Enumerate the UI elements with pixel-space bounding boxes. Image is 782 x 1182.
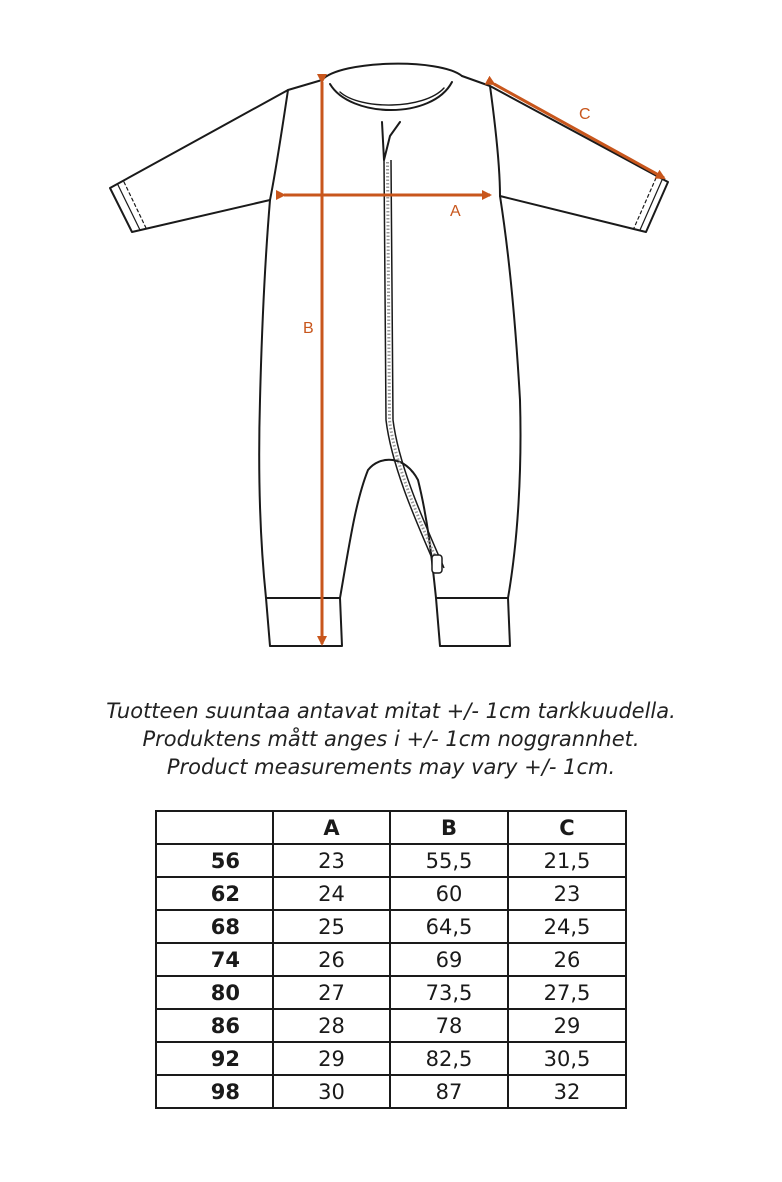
table-row	[156, 877, 626, 910]
size-cell: 86	[156, 1009, 273, 1042]
value-a-cell: 30	[273, 1075, 390, 1108]
measurement-b-label: B	[303, 320, 314, 337]
value-c-cell: 24,5	[508, 910, 626, 943]
value-b-cell: 69	[390, 943, 508, 976]
zipper-icon	[384, 160, 444, 573]
size-cell: 74	[156, 943, 273, 976]
value-b-cell: 78	[390, 1009, 508, 1042]
size-cell: 80	[156, 976, 273, 1009]
header-c: C	[508, 811, 626, 844]
size-cell: 68	[156, 910, 273, 943]
tolerance-note-swedish: Produktens mått anges i +/- 1cm noggrannhet.	[142, 727, 640, 751]
value-b-cell: 60	[390, 877, 508, 910]
value-a-cell: 29	[273, 1042, 390, 1075]
size-cell: 62	[156, 877, 273, 910]
value-c-cell: 27,5	[508, 976, 626, 1009]
size-cell: 92	[156, 1042, 273, 1075]
value-c-cell: 29	[508, 1009, 626, 1042]
tolerance-note-finnish: Tuotteen suuntaa antavat mitat +/- 1cm tarkkuudella.	[106, 699, 676, 723]
table-row	[156, 1075, 626, 1108]
value-b-cell: 55,5	[390, 844, 508, 877]
table-row	[156, 943, 626, 976]
value-c-cell: 21,5	[508, 844, 626, 877]
table-row	[156, 844, 626, 877]
value-c-cell: 23	[508, 877, 626, 910]
value-b-cell: 73,5	[390, 976, 508, 1009]
tolerance-note-english: Product measurements may vary +/- 1cm.	[166, 755, 616, 779]
table-row	[156, 1009, 626, 1042]
size-cell: 98	[156, 1075, 273, 1108]
value-a-cell: 23	[273, 844, 390, 877]
table-row	[156, 1042, 626, 1075]
value-a-cell: 27	[273, 976, 390, 1009]
value-c-cell: 32	[508, 1075, 626, 1108]
size-table	[155, 810, 627, 1109]
table-row	[156, 910, 626, 943]
header-size	[156, 811, 273, 844]
measurement-a-label: A	[450, 203, 461, 220]
value-a-cell: 28	[273, 1009, 390, 1042]
value-b-cell: 87	[390, 1075, 508, 1108]
measurement-c-label: C	[579, 106, 591, 123]
value-c-cell: 30,5	[508, 1042, 626, 1075]
size-cell: 56	[156, 844, 273, 877]
value-b-cell: 64,5	[390, 910, 508, 943]
value-a-cell: 26	[273, 943, 390, 976]
table-row	[156, 976, 626, 1009]
value-b-cell: 82,5	[390, 1042, 508, 1075]
table-header-row	[156, 811, 626, 844]
value-a-cell: 25	[273, 910, 390, 943]
header-b: B	[390, 811, 508, 844]
measurement-c-arrow	[494, 84, 664, 178]
header-a: A	[273, 811, 390, 844]
value-c-cell: 26	[508, 943, 626, 976]
value-a-cell: 24	[273, 877, 390, 910]
